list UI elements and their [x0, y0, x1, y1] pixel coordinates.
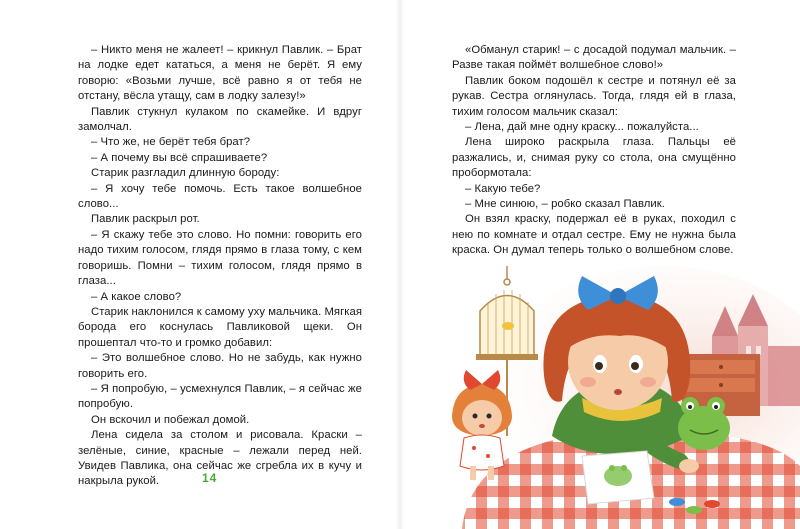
paragraph: – А какое слово?: [91, 290, 182, 303]
paragraph: Лена сидела за столом и рисовала. Краски – зелёные, синие, красные – лежали перед ней. Увидев Павлика, она сейчас же сгребла их в кучу и накрыла рукой.: [78, 429, 362, 488]
page-number: 14: [202, 471, 218, 485]
paragraph: – Что же, не берёт тебя брат?: [91, 136, 251, 149]
drawing-paper: [582, 451, 654, 504]
paragraph: – А почему вы всё спрашиваете?: [91, 151, 268, 164]
paragraph: – Лена, дай мне одну краску... пожалуйста...: [465, 121, 699, 134]
paragraph: «Обманул старик! – с досадой подумал мальчик. – Разве такая поймёт волшебное слово!»: [452, 44, 736, 72]
paragraph: Он вскочил и побежал домой.: [91, 413, 250, 426]
left-page-text: [78, 43, 362, 490]
paragraph: – Какую тебе?: [465, 182, 541, 195]
paragraph: Лена широко раскрыла глаза. Пальцы её разжались, и, снимая руку со стола, она смущённо пробормотала:: [452, 136, 736, 180]
paragraph: Павлик раскрыл рот.: [91, 213, 200, 226]
paragraph: Он взял краску, подержал её в руках, походил с нею по комнате и отдал сестре. Ему не нужна была краска. Он думал теперь только о волшебном слове.: [452, 213, 736, 257]
paragraph: Павлик стукнул кулаком по скамейке. И вдруг замолчал.: [78, 105, 362, 134]
illustration-girl-painting: [432, 266, 800, 529]
paragraph: Старик наклонился к самому уху мальчика. Мягкая борода его коснулась Павликовой щеки. Он прошептал что-то и громко добавил:: [78, 305, 362, 349]
paragraph: Старик разгладил длинную бороду:: [91, 167, 280, 180]
paragraph: – Это волшебное слово. Но не забудь, как нужно говорить его.: [78, 352, 362, 380]
paragraph: Павлик боком подошёл к сестре и потянул её за рукав. Сестра оглянулась. Тогда, глядя ей в глаза, тихим голосом мальчик сказал:: [452, 74, 736, 118]
paragraph: – Я скажу тебе это слово. Но помни: говорить его надо тихим голосом, глядя прямо в глаза тому, с кем говоришь. Помни – тихим голосом, глядя прямо в глаза...: [78, 228, 362, 288]
paragraph: – Я попробую, – усмехнулся Павлик, – я сейчас же попробую.: [78, 382, 362, 411]
paragraph: – Я хочу тебе помочь. Есть такое волшебное слово...: [78, 182, 362, 211]
right-page-text: [452, 43, 736, 259]
paragraph: – Никто меня не жалеет! – крикнул Павлик. – Брат на лодке едет кататься, а меня не берёт. Я ему говорю: «Возьми лучше, всё равно я от тебя не отстану, вёсла утащу, сам в лодку залезу!»: [78, 44, 362, 103]
paragraph: – Мне синюю, – робко сказал Павлик.: [465, 198, 665, 211]
